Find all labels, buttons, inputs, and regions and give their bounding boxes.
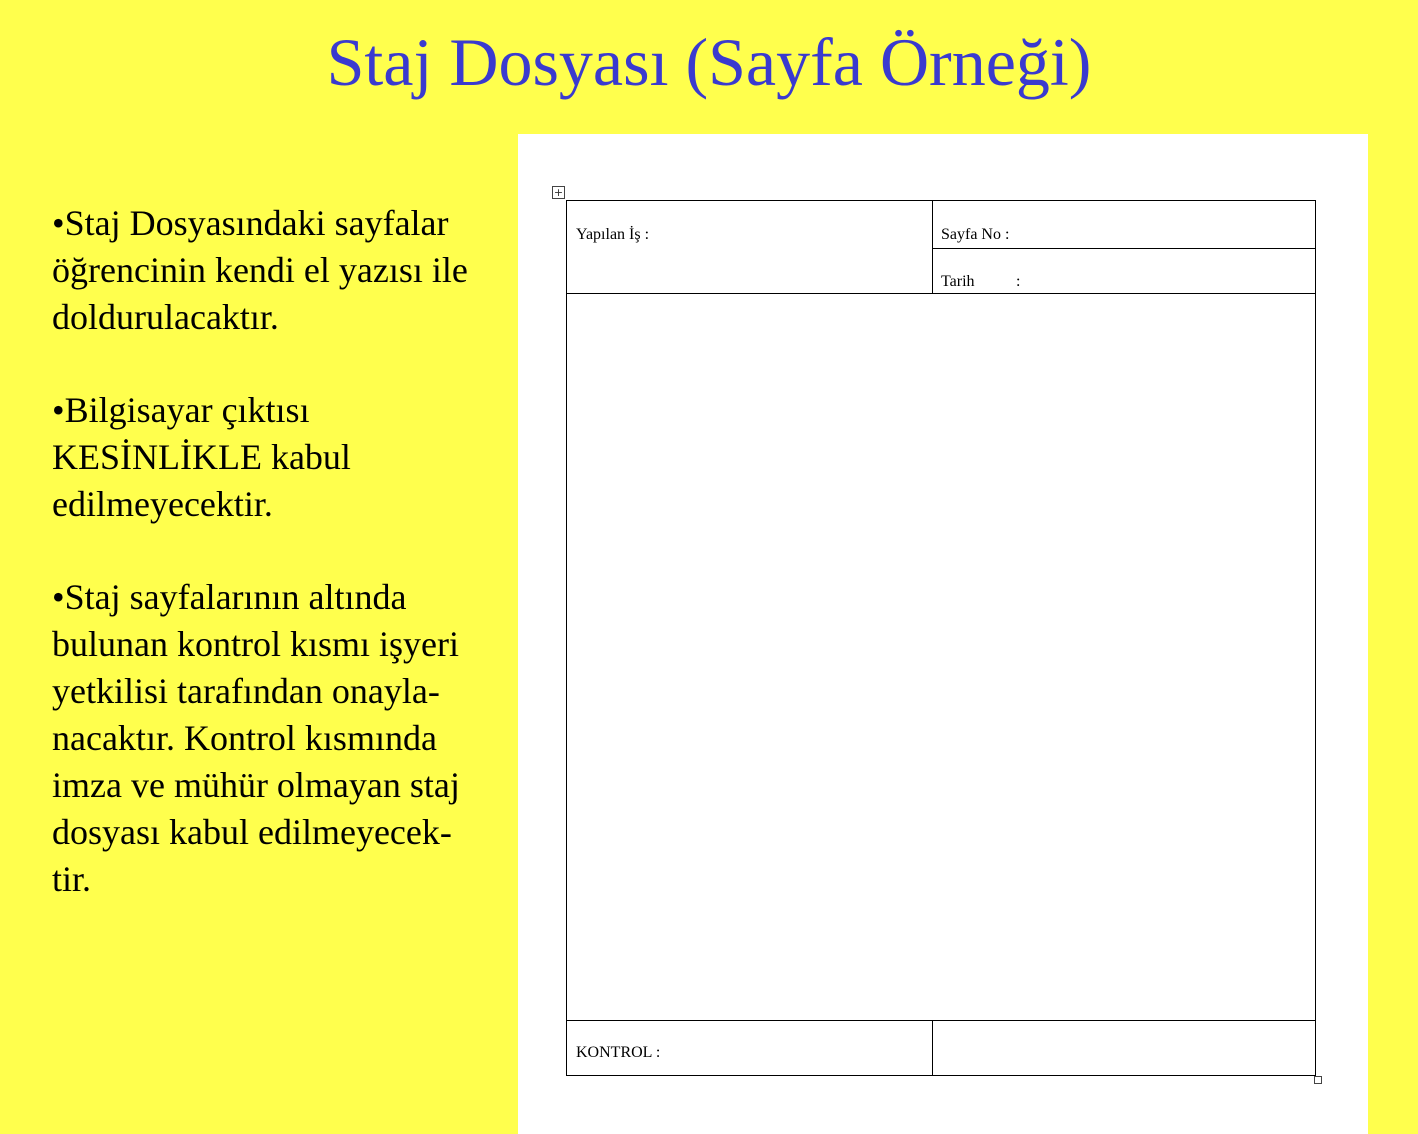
date-colon: : (1016, 273, 1021, 290)
sample-page (518, 134, 1368, 1134)
form-table (566, 200, 1316, 1076)
date-label: Tarih (941, 273, 975, 290)
page-title: Staj Dosyası (Sayfa Örneği) (326, 24, 1092, 100)
control-signature-area[interactable] (933, 1021, 1316, 1076)
resize-square-icon[interactable] (1314, 1076, 1322, 1084)
instructions-list (52, 200, 522, 949)
instruction-handwriting: •Staj Dosyasındaki sayfalar öğrencinin kendi el yazısı ile doldurulacaktır. (52, 203, 468, 337)
work-label: Yapılan İş : (576, 226, 650, 243)
instruction-no-printout: •Bilgisayar çıktısı KESİNLİKLE kabul edilmeyecektir. (52, 390, 351, 524)
move-cross-icon[interactable]: + (553, 186, 564, 199)
work-content-area[interactable] (567, 294, 1316, 1020)
header-right-split (932, 248, 1316, 249)
page-no-label: Sayfa No : (941, 226, 1010, 243)
control-label: KONTROL : (576, 1044, 661, 1061)
instruction-control-approval: •Staj sayfalarının altında bulunan kontrol kısmı işyeri yetkilisi tarafından onayla- nacaktır. Kontrol kısmında imza ve mühür olmayan staj dosyası kabul edilmeyecek- tir. (52, 577, 460, 899)
